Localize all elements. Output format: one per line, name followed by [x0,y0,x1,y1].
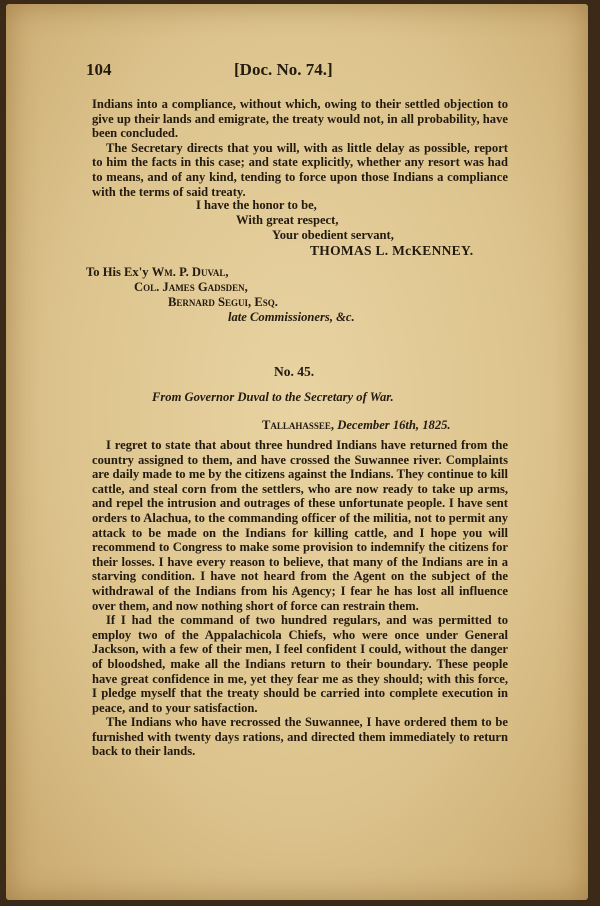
section-number: No. 45. [274,364,315,379]
address-name: Wm. P. Duval, [151,265,229,279]
closing-line: Your obedient servant, [272,228,394,242]
body-paragraph: If I had the command of two hundred regulars, and was permitted to employ two of the Appalachicola Chiefs, who were once under General Jackson, with a few of their men, I feel confident I could, without the danger of bloodshed, make all the Indians return to their boundary. These people have great confidence in me, yet they fear me as they should; with this force, I pledge myself that the treaty should be carried into complete execution in peace, and to your satisfaction. [92,613,508,715]
closing-line: I have the honor to be, [196,198,317,212]
section-body [92,438,508,759]
document-reference: [Doc. No. 74.] [234,60,333,79]
document-page [6,4,588,900]
body-paragraph: The Indians who have recrossed the Suwannee, I have ordered them to be furnished with twenty days rations, and directed them immediately to return back to their lands. [92,715,508,759]
signature: THOMAS L. McKENNEY. [310,243,474,258]
page-header [86,60,506,84]
letter-body [92,97,508,199]
dateline-date: December 16th, 1825. [337,418,451,432]
dateline [262,418,451,433]
address-line [86,265,229,280]
body-paragraph: I regret to state that about three hundred Indians have returned from the country assigned to them, and have crossed the Suwannee river. Complaints are daily made to me by the citizens against the Indians. They continue to kill cattle, and steal corn from the settlers, who are now ready to take up arms, and repel the intrusion and outrages of these unfortunate people. I have sent orders to Alachua, to the commanding officer of the militia, not to permit any attack to be made on the Indians for killing cattle, and I hope you will recommend to Congress to make some provision to indemnify the citizens for their losses. I have every reason to believe, that many of the Indians are in a starving condition. I have not heard from the Agent on the subject of the withdrawal of the Indians from his Agency; I fear he has lost all influence over them, and now nothing short of force can restrain them. [92,438,508,613]
address-suffix: late Commissioners, &c. [228,310,355,324]
letter-paragraph: The Secretary directs that you will, with as little delay as possible, report to him the facts in this case; and state explicitly, whether any resort was had to means, and of any kind, tending to force upon those Indians a compliance with the terms of said treaty. [92,140,508,199]
dateline-place: Tallahassee, [262,418,335,432]
address-prefix: To His Ex'y [86,265,149,279]
address-name: Bernard Segui, Esq. [168,295,278,309]
address-name: Col. James Gadsden, [134,280,248,294]
closing-line: With great respect, [236,213,339,227]
letter-paragraph: Indians into a compliance, without which, owing to their settled objection to give up their lands and emigrate, the treaty would not, in all probability, have been concluded. [92,97,508,141]
page-number: 104 [86,60,112,79]
section-title: From Governor Duval to the Secretary of War. [152,390,394,404]
